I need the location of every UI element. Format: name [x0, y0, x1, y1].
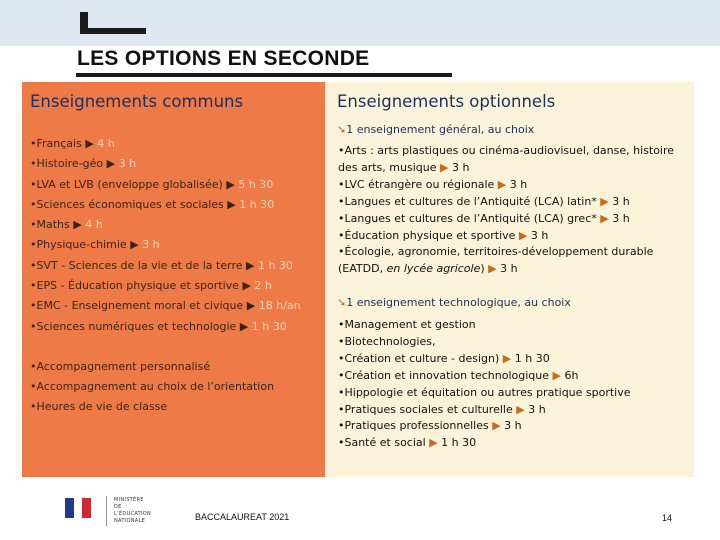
ministry-line: NATIONALE [114, 518, 146, 524]
item-hours: 4 h [85, 218, 103, 232]
arrow-right-icon: ▶ [600, 211, 609, 225]
list-item [338, 334, 688, 351]
list-item [30, 175, 301, 195]
item-hours: 3 h [527, 228, 549, 242]
ministry-logo [62, 494, 160, 528]
support-list [30, 357, 274, 417]
arrow-right-icon: ▶ [516, 402, 525, 416]
item-label: •Management et gestion [338, 318, 476, 331]
item-label: •Biotechnologies, [338, 334, 436, 348]
arrow-right-icon: ▶ [226, 177, 239, 191]
item-hours: 3 h [506, 177, 528, 191]
common-courses-panel [22, 82, 325, 477]
item-hours: 1 h 30 [257, 258, 293, 272]
item-hours: 3 h [608, 194, 630, 208]
arrow-right-icon: ▶ [130, 238, 143, 252]
arrow-right-icon: ▶ [518, 228, 528, 242]
list-item [338, 435, 688, 452]
item-note: en lycée agricole [386, 262, 481, 276]
list-item [30, 256, 301, 276]
list-item [338, 211, 688, 228]
arrow-down-right-icon: ➘ [337, 296, 347, 309]
corner-logo-icon [80, 12, 146, 34]
arrow-right-icon: ▶ [246, 258, 258, 272]
item-hours: 1 h 30 [511, 351, 550, 365]
list-item: •Accompagnement au choix de l’orientation [30, 380, 275, 393]
item-hours: 3 h [448, 160, 470, 174]
item-label: •Pratiques professionnelles [338, 419, 493, 433]
list-item [338, 143, 688, 177]
ministry-line: MINISTÈRE [114, 497, 144, 503]
item-label: •Physique-chimie [30, 238, 131, 252]
item-hours: 3 h [118, 157, 137, 171]
arrow-right-icon: ▶ [552, 368, 561, 382]
item-label: •Santé et social [338, 436, 430, 450]
item-hours: 2 h [254, 279, 272, 293]
list-item [30, 134, 301, 154]
list-item [30, 154, 301, 174]
item-label: •LVC étrangère ou régionale [338, 177, 498, 191]
french-flag-icon [65, 498, 91, 518]
list-item [30, 235, 301, 255]
item-label: •Langues et cultures de l’Antiquité (LCA) grec* [338, 211, 601, 225]
item-hours: 5 h 30 [238, 177, 274, 191]
item-hours: 3 h [608, 211, 630, 225]
arrow-right-icon: ▶ [488, 262, 497, 276]
item-hours: 3 h [524, 402, 546, 416]
arrow-right-icon: ▶ [502, 351, 512, 365]
list-item [338, 244, 688, 278]
ministry-name [114, 497, 160, 525]
page-number: 14 [662, 513, 673, 523]
title-underline [76, 73, 452, 77]
optional-courses-title: Enseignements optionnels [337, 92, 556, 111]
item-hours: 3 h [142, 238, 160, 252]
list-item [338, 317, 688, 334]
item-label: •Sciences numériques et technologie [30, 319, 240, 333]
item-hours: 3 h [500, 419, 522, 433]
item-label: •Langues et cultures de l’Antiquité (LCA) latin* [338, 194, 601, 208]
item-hours: 4 h [97, 137, 115, 150]
list-item [30, 215, 301, 235]
list-item: •Heures de vie de classe [30, 400, 168, 413]
arrow-right-icon: ▶ [73, 218, 86, 232]
tech-options-list [338, 317, 688, 452]
list-item [30, 317, 301, 337]
item-label: •LVA et LVB (enveloppe globalisée) [30, 177, 227, 191]
arrow-right-icon: ▶ [239, 319, 252, 333]
item-label: •Histoire-géo [30, 157, 107, 171]
item-hours: 1 h 30 [437, 436, 477, 450]
list-item [338, 228, 688, 245]
list-item [30, 195, 301, 215]
item-label: •Création et culture - design) [338, 351, 503, 365]
arrow-right-icon: ▶ [227, 197, 240, 211]
common-courses-list [30, 134, 301, 337]
arrow-right-icon: ▶ [429, 436, 438, 450]
item-label: •Éducation physique et sportive [338, 228, 519, 242]
item-label: •Sciences économiques et sociales [30, 197, 228, 211]
optional-courses-panel [325, 82, 694, 477]
footer-label: BACCALAUREAT 2021 [195, 512, 290, 522]
list-item [338, 368, 688, 385]
arrow-right-icon: ▶ [106, 157, 119, 171]
list-item [338, 402, 688, 419]
general-options-list [338, 143, 688, 278]
arrow-right-icon: ▶ [600, 194, 609, 208]
arrow-right-icon: ▶ [246, 299, 259, 313]
list-item [30, 296, 301, 316]
arrow-right-icon: ▶ [85, 137, 98, 150]
item-label: •Maths [30, 218, 74, 232]
item-hours: 1 h 30 [239, 197, 275, 211]
item-label: •Hippologie et équitation ou autres pratique sportive [338, 385, 631, 399]
item-hours: 18 h/an [258, 299, 301, 313]
item-label: •Arts : arts plastiques ou cinéma-audiovisuel, danse, histoire des arts, musique [338, 144, 675, 174]
tech-option-heading: ➘1 enseignement technologique, au choix [337, 296, 571, 309]
item-hours: 6h [560, 368, 579, 382]
item-hours: 3 h [496, 262, 518, 276]
arrow-right-icon: ▶ [242, 279, 255, 293]
ministry-line: DE L’ÉDUCATION [114, 504, 152, 517]
list-item [338, 385, 688, 402]
item-label: •EMC - Enseignement moral et civique [30, 299, 247, 313]
list-item: •Accompagnement personnalisé [30, 360, 211, 373]
item-label: •Français [30, 137, 86, 150]
list-item [338, 418, 688, 435]
item-label: •SVT - Sciences de la vie et de la terre [30, 258, 246, 272]
list-item [338, 351, 688, 368]
arrow-right-icon: ▶ [492, 419, 501, 433]
arrow-down-right-icon: ➘ [337, 123, 347, 136]
item-label: •Pratiques sociales et culturelle [338, 402, 517, 416]
item-label: •Création et innovation technologique [338, 368, 553, 382]
general-option-heading: ➘1 enseignement général, au choix [337, 123, 535, 136]
item-label: ) [480, 262, 489, 276]
page-title: LES OPTIONS EN SECONDE [77, 47, 370, 70]
list-item [338, 177, 688, 194]
item-label: •Écologie, agronomie, territoires-développement durable (EATDD, [338, 245, 654, 276]
item-hours: 1 h 30 [251, 319, 287, 333]
item-label: •EPS - Éducation physique et sportive [30, 279, 243, 293]
list-item [30, 276, 301, 296]
common-courses-title: Enseignements communs [30, 92, 244, 111]
list-item [338, 194, 688, 211]
arrow-right-icon: ▶ [497, 177, 507, 191]
arrow-right-icon: ▶ [439, 160, 449, 174]
